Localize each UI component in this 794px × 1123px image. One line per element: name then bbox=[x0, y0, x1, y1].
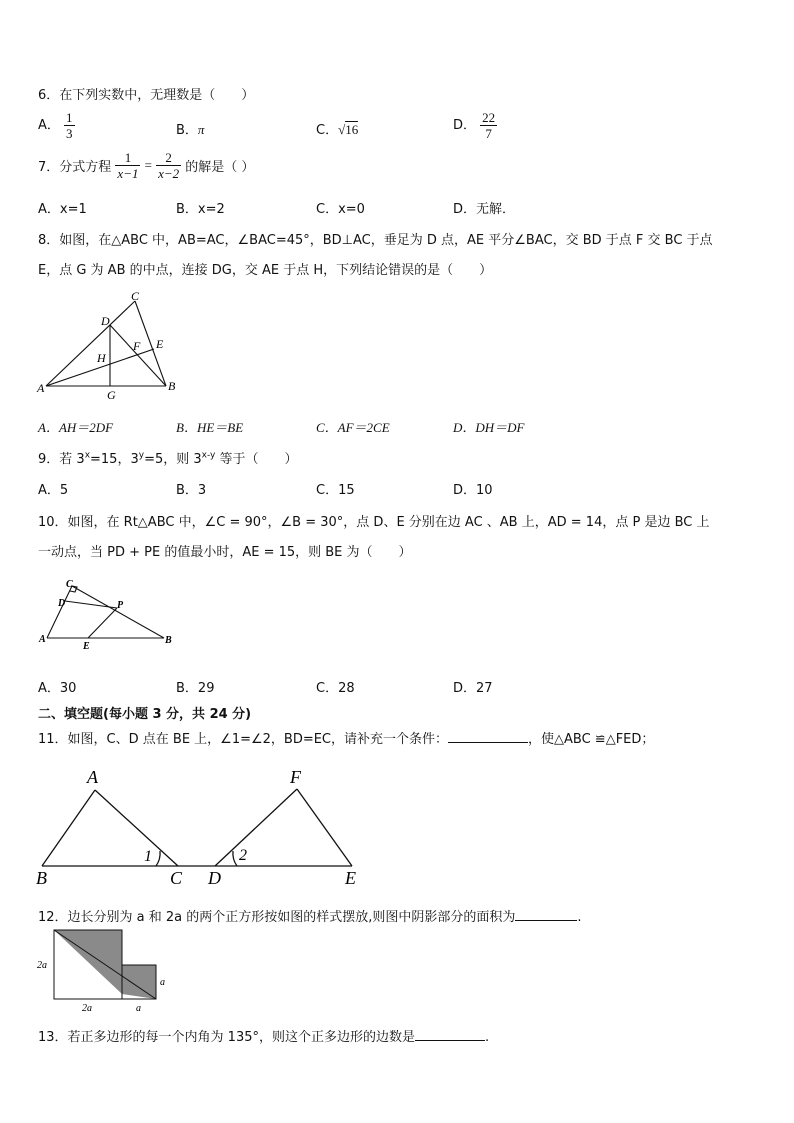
answer-blank bbox=[415, 1040, 485, 1041]
fraction bbox=[480, 110, 497, 141]
numerator: 1 bbox=[115, 150, 140, 166]
label-d: D bbox=[208, 868, 221, 888]
q9-option-d: D．10 bbox=[453, 483, 493, 498]
answer-blank bbox=[515, 920, 577, 921]
q7-option-d: D．无解． bbox=[453, 202, 516, 217]
sqrt-radicand: 16 bbox=[345, 122, 359, 137]
q11-two-triangles-figure bbox=[32, 764, 372, 888]
q9-text-c: =5，则 3 bbox=[144, 452, 202, 467]
q8-option-a: A．AH＝2DF bbox=[38, 420, 114, 435]
q9-option-b: B．3 bbox=[176, 483, 207, 498]
label-c: C bbox=[66, 579, 73, 590]
q11-stem bbox=[38, 728, 654, 747]
q9-option-c: C．15 bbox=[316, 483, 355, 498]
denominator: 7 bbox=[485, 126, 492, 141]
label-e: E bbox=[345, 868, 356, 888]
label-c: C bbox=[131, 289, 140, 303]
q9-text-d: 等于（ ） bbox=[215, 452, 298, 467]
rhs-fraction bbox=[156, 150, 181, 181]
numerator: 2 bbox=[156, 150, 181, 166]
q8-stem-line1: 8．如图，在△ABC 中，AB=AC，∠BAC=45°，BD⊥AC，垂足为 D 点，AE 平分∠BAC，交 BD 于点 F 交 BC 于点 bbox=[38, 233, 713, 248]
q13-text-b: . bbox=[485, 1030, 490, 1045]
numerator: 1 bbox=[66, 110, 73, 125]
q6-stem: 6．在下列实数中，无理数是（ ） bbox=[38, 88, 255, 103]
lhs-fraction bbox=[115, 150, 140, 181]
q7-option-b: B．x=2 bbox=[176, 202, 225, 217]
q8-option-c: C．AF＝2CE bbox=[316, 420, 390, 435]
label-e: E bbox=[83, 641, 90, 652]
q9-text-b: =15，3 bbox=[90, 452, 139, 467]
label-b: B bbox=[168, 379, 176, 393]
q7-stem bbox=[38, 150, 254, 181]
equals-sign: = bbox=[144, 157, 152, 173]
q9-stem bbox=[38, 448, 298, 467]
sqrt-sign: √ bbox=[338, 122, 346, 137]
label-bottom-a: a bbox=[136, 1003, 141, 1014]
q11-text-a: 11．如图，C、D 点在 BE 上，∠1=∠2，BD=EC，请补充一个条件： bbox=[38, 732, 449, 747]
label-d: D bbox=[101, 314, 110, 328]
option-label: D． bbox=[453, 118, 477, 133]
q10-option-b: B．29 bbox=[176, 681, 215, 696]
q10-stem-line1: 10．如图，在 Rt△ABC 中，∠C = 90°，∠B = 30°，点 D、E 分别在边 AC 、AB 上，AD = 14，点 P 是边 BC 上 bbox=[38, 515, 710, 530]
q10-stem-line2: 一动点，当 PD + PE 的值最小时，AE = 15，则 BE 为（ ） bbox=[38, 545, 412, 560]
denominator: 3 bbox=[66, 126, 73, 141]
q7-suffix: 的解是（ ） bbox=[185, 160, 255, 175]
label-e: E bbox=[156, 337, 164, 351]
fraction bbox=[64, 110, 75, 141]
q7-option-c: C．x=0 bbox=[316, 202, 365, 217]
label-b: B bbox=[36, 868, 47, 888]
q10-option-c: C．28 bbox=[316, 681, 355, 696]
angle-1-label: 1 bbox=[144, 848, 152, 865]
label-b: B bbox=[165, 635, 172, 646]
option-value: π bbox=[197, 122, 205, 137]
section-heading: 二、填空题(每小题 3 分，共 24 分) bbox=[38, 707, 252, 722]
label-right-a: a bbox=[160, 977, 165, 988]
option-label: A． bbox=[38, 118, 60, 133]
option-label: B． bbox=[176, 123, 198, 138]
label-f: F bbox=[290, 767, 301, 787]
q11-text-b: ，使△ABC ≌△FED； bbox=[528, 732, 655, 747]
label-p: P bbox=[117, 600, 124, 611]
q6-option-a bbox=[38, 110, 75, 141]
denominator: x−2 bbox=[158, 166, 180, 181]
q6-option-c bbox=[316, 119, 358, 138]
q9-option-a: A．5 bbox=[38, 483, 69, 498]
shaded-region bbox=[54, 930, 122, 994]
q9-text-a: 9．若 3 bbox=[38, 452, 85, 467]
denominator: x−1 bbox=[117, 166, 139, 181]
q6-option-d bbox=[453, 110, 497, 141]
q13-stem bbox=[38, 1026, 489, 1045]
q8-option-d: D．DH＝DF bbox=[453, 420, 525, 435]
exponent-x-minus-y: x-y bbox=[201, 450, 216, 461]
exponent-y: y bbox=[138, 450, 145, 461]
label-left-2a: 2a bbox=[37, 960, 47, 971]
q13-text-a: 13．若正多边形的每一个内角为 135°，则这个正多边形的边数是 bbox=[38, 1030, 415, 1045]
answer-blank bbox=[448, 742, 528, 743]
q12-text-a: 12．边长分别为 a 和 2a 的两个正方形按如图的样式摆放,则图中阴影部分的面积为 bbox=[38, 910, 516, 925]
q10-triangle-figure bbox=[34, 574, 179, 652]
shaded-region bbox=[122, 965, 156, 999]
label-bottom-2a: 2a bbox=[82, 1003, 92, 1014]
q8-triangle-figure bbox=[34, 288, 184, 400]
q12-stem bbox=[38, 906, 582, 925]
label-f: F bbox=[133, 339, 141, 353]
label-d: D bbox=[58, 598, 66, 609]
q7-prefix: 7．分式方程 bbox=[38, 160, 112, 175]
label-a: A bbox=[39, 634, 46, 645]
q12-squares-figure bbox=[34, 928, 174, 1016]
label-h: H bbox=[97, 351, 106, 365]
label-a: A bbox=[87, 767, 98, 787]
numerator: 22 bbox=[482, 110, 496, 125]
q8-option-b: B．HE＝BE bbox=[176, 420, 244, 435]
label-c: C bbox=[170, 868, 183, 888]
q6-option-b bbox=[176, 119, 204, 138]
q12-text-b: . bbox=[577, 910, 582, 925]
option-label: C． bbox=[316, 123, 339, 138]
q10-option-a: A．30 bbox=[38, 681, 77, 696]
label-g: G bbox=[107, 388, 116, 400]
q7-option-a: A．x=1 bbox=[38, 202, 87, 217]
angle-2-label: 2 bbox=[239, 847, 247, 864]
q10-option-d: D．27 bbox=[453, 681, 493, 696]
label-a: A bbox=[37, 381, 45, 395]
q8-stem-line2: E，点 G 为 AB 的中点，连接 DG，交 AE 于点 H，下列结论错误的是（ ） bbox=[38, 263, 493, 278]
exponent-x: x bbox=[84, 450, 91, 461]
